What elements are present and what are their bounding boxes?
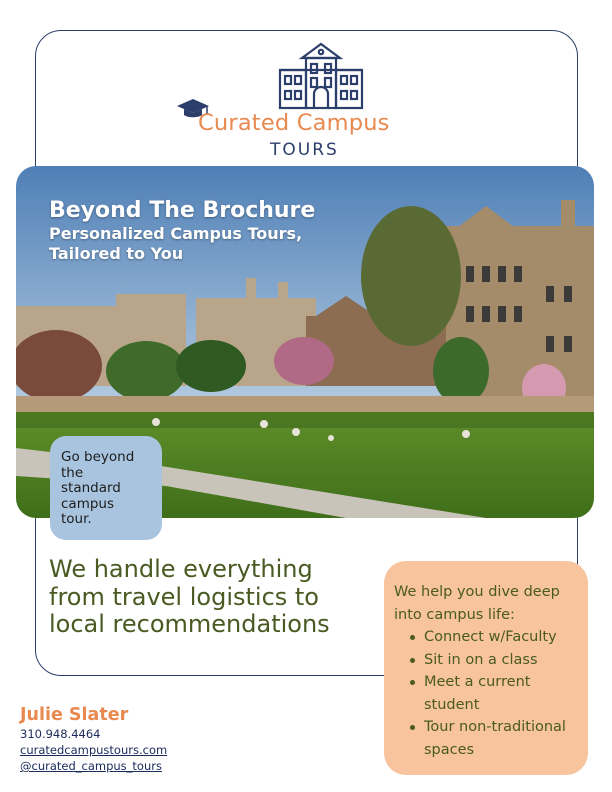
services-list-item: Connect w/Faculty	[394, 626, 576, 649]
contact-block	[20, 704, 167, 774]
services-intro-line2: into campus life:	[394, 606, 515, 623]
services-list-item: Sit in on a class	[394, 649, 576, 672]
services-box	[384, 561, 588, 775]
bubble-line: the	[61, 464, 84, 481]
tagline-line: We handle everything	[49, 555, 313, 583]
services-list-item: Meet a current student	[394, 671, 576, 716]
bubble-line: Go beyond	[61, 449, 135, 465]
bubble-line: tour.	[61, 511, 92, 527]
services-list	[394, 626, 576, 761]
tagline-line: local recommendations	[49, 610, 330, 638]
hero-headline	[49, 198, 315, 264]
brand-logo	[170, 42, 450, 164]
hero-subtitle-line1: Personalized Campus Tours,	[49, 224, 303, 243]
tagline-line: from travel logistics to	[49, 582, 319, 611]
bubble-line: standard	[61, 480, 121, 496]
social-handle-link[interactable]: @curated_campus_tours	[20, 759, 162, 773]
building-logo-icon	[278, 42, 364, 110]
hero-title: Beyond The Brochure	[49, 198, 316, 223]
brand-subtitle: TOURS	[270, 140, 339, 160]
services-list-item: Tour non-traditional spaces	[394, 716, 576, 761]
tagline	[49, 556, 369, 639]
callout-bubble	[50, 436, 162, 540]
brand-name: Curated Campus	[198, 110, 390, 136]
bubble-line: campus	[61, 495, 115, 512]
contact-phone: 310.948.4464	[20, 727, 101, 741]
website-link[interactable]: curatedcampustours.com	[20, 743, 168, 757]
hero-subtitle-line2: Tailored to You	[49, 244, 184, 263]
contact-name: Julie Slater	[20, 705, 129, 725]
services-intro-line1: We help you dive deep	[394, 584, 560, 600]
